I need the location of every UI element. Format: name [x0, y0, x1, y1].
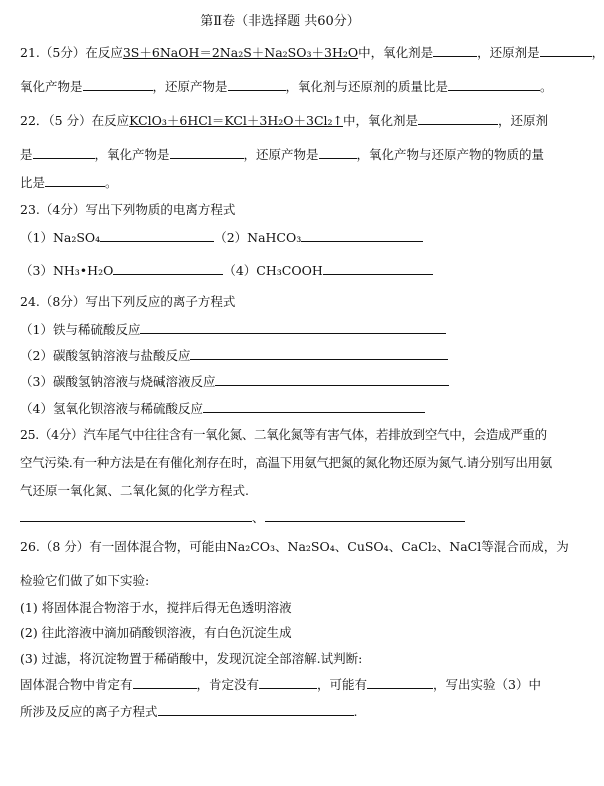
q23-title: 23.（4分）写出下列物质的电离方程式: [20, 202, 236, 217]
q21-reductant-blank[interactable]: [540, 44, 592, 57]
q23-item-4-label: （4）CH₃COOH: [223, 263, 323, 278]
q24-item-3-blank[interactable]: [215, 373, 449, 386]
q25-separator: 、: [252, 510, 265, 525]
q26-line-1: [20, 537, 569, 555]
q22-line-2: [20, 145, 545, 163]
q26-definitely-not-label: ，肯定没有: [196, 677, 260, 692]
q24-item-3-label: （3）碳酸氢钠溶液与烧碱溶液反应: [20, 374, 216, 389]
q21-reduction-product-blank[interactable]: [228, 78, 286, 91]
q21-mass-ratio-label: ，氧化剂与还原剂的质量比是: [285, 79, 449, 94]
q26-period: .: [353, 704, 358, 719]
q24-title: 24.（8分）写出下列反应的离子方程式: [20, 294, 236, 309]
q26-step-2: (2) 往此溶液中滴加硝酸钡溶液，有白色沉淀生成: [20, 625, 292, 640]
q22-ratio-label: ，氧化产物与还原产物的物质的量: [356, 147, 545, 162]
q22-oxidant-label: 中，氧化剂是: [343, 113, 419, 128]
q23-item-1-blank[interactable]: [100, 229, 214, 242]
q22-reductant-blank[interactable]: [33, 146, 95, 159]
q22-line-3: [20, 173, 542, 191]
q22-prefix: 22．（5 分）在反应: [20, 113, 130, 128]
q21-reduction-product-label: ，还原产物是: [152, 79, 228, 94]
q25-line-2: 空气污染.有一种方法是在有催化剂存在时，高温下用氨气把氮的氮化物还原为氮气.请分别写出用氨: [20, 455, 552, 470]
q24-item-1-label: （1）铁与稀硫酸反应: [20, 322, 141, 337]
q21-oxidation-product-blank[interactable]: [83, 78, 153, 91]
q24-item-1-blank[interactable]: [140, 321, 446, 334]
q26-possibly-label: ，可能有: [317, 677, 368, 692]
q22-reduction-product-blank[interactable]: [319, 146, 357, 159]
q24-item-4-label: （4）氢氧化钡溶液与稀硫酸反应: [20, 401, 203, 416]
q26-compounds: Na₂CO₃、Na₂SO₄、CuSO₄、CaCl₂、NaCl: [226, 539, 482, 554]
q23-item-3-blank[interactable]: [113, 262, 223, 275]
q23-row-2: [20, 261, 542, 279]
q24-row-3: [20, 372, 542, 390]
q21-oxidation-product-label: 氧化产物是: [20, 79, 83, 94]
q26-line-7: [20, 702, 542, 720]
q25-answer-row: [20, 508, 542, 526]
q21-line-1: [20, 43, 604, 61]
q26-suffix: 等混合而成，为: [481, 539, 569, 554]
q24-row-1: [20, 320, 542, 338]
q22-equation: KClO₃＋6HCl＝KCl＋3H₂O＋3Cl₂↑: [129, 113, 344, 128]
q26-experiment-label: ，写出实验（3）中: [433, 677, 542, 692]
q22-reductant-label: ，还原剂: [498, 113, 549, 128]
section-title: 第Ⅱ卷（非选择题 共60分）: [200, 14, 360, 29]
q26-prefix: 26.（8 分）有一固体混合物，可能由: [20, 539, 227, 554]
q24-row-2: [20, 346, 542, 364]
q23-row-1: [20, 228, 542, 246]
q22-reduction-product-label: ，还原产物是: [243, 147, 319, 162]
q21-line-2: [20, 77, 553, 95]
q24-item-4-blank[interactable]: [203, 400, 425, 413]
q22-oxidant-blank[interactable]: [418, 112, 498, 125]
q24-item-2-label: （2）碳酸氢钠溶液与盐酸反应: [20, 348, 191, 363]
q21-reductant-label: ，还原剂是: [477, 45, 540, 60]
q22-line-1: [20, 111, 549, 129]
q26-definitely-not-blank[interactable]: [259, 676, 317, 689]
q25-line-3: 气还原一氧化氮、二氧化氮的化学方程式.: [20, 483, 249, 498]
q21-oxidant-label: 中，氧化剂是: [358, 45, 434, 60]
q26-line-2: 检验它们做了如下实验:: [20, 573, 150, 588]
q26-step-1: (1) 将固体混合物溶于水，搅拌后得无色透明溶液: [20, 600, 292, 615]
q21-prefix: 21.（5分）在反应: [20, 45, 123, 60]
q26-line-6: [20, 675, 542, 693]
q22-reductant-label-cont: 是: [20, 147, 33, 162]
q25-answer-blank-2[interactable]: [265, 509, 465, 522]
q21-equation: 3S＋6NaOH＝2Na₂S＋Na₂SO₃＋3H₂O: [122, 45, 359, 60]
q21-comma: ，: [591, 45, 604, 60]
q26-step-3: (3) 过滤，将沉淀物置于稀硝酸中，发现沉淀全部溶解.试判断:: [20, 651, 363, 666]
q23-item-3-label: （3）NH₃•H₂O: [20, 263, 114, 278]
q21-mass-ratio-blank[interactable]: [448, 78, 540, 91]
q22-ratio-blank[interactable]: [45, 174, 105, 187]
q26-ionic-equation-label: 所涉及反应的离子方程式: [20, 704, 158, 719]
q22-ratio-label-cont: 比是: [20, 175, 46, 190]
q26-definitely-has-blank[interactable]: [133, 676, 197, 689]
q25-line-1: 25.（4分）汽车尾气中往往含有一氧化氮、二氧化氮等有害气体，若排放到空气中，会造成严重的: [20, 427, 547, 442]
q23-item-1-label: （1）Na₂SO₄: [20, 230, 101, 245]
q22-oxidation-product-blank[interactable]: [170, 146, 244, 159]
q21-period: 。: [540, 79, 553, 94]
q24-row-4: [20, 399, 542, 417]
q22-period: 。: [105, 175, 118, 190]
q26-ionic-equation-blank[interactable]: [158, 703, 354, 716]
q25-answer-blank-1[interactable]: [20, 509, 252, 522]
q26-possibly-blank[interactable]: [367, 676, 433, 689]
q23-item-2-blank[interactable]: [301, 229, 423, 242]
q23-item-4-blank[interactable]: [323, 262, 433, 275]
q22-oxidation-product-label: ，氧化产物是: [94, 147, 170, 162]
q26-definitely-has-label: 固体混合物中肯定有: [20, 677, 133, 692]
q24-item-2-blank[interactable]: [190, 347, 448, 360]
q23-item-2-label: （2）NaHCO₃: [214, 230, 302, 245]
q21-oxidant-blank[interactable]: [433, 44, 477, 57]
